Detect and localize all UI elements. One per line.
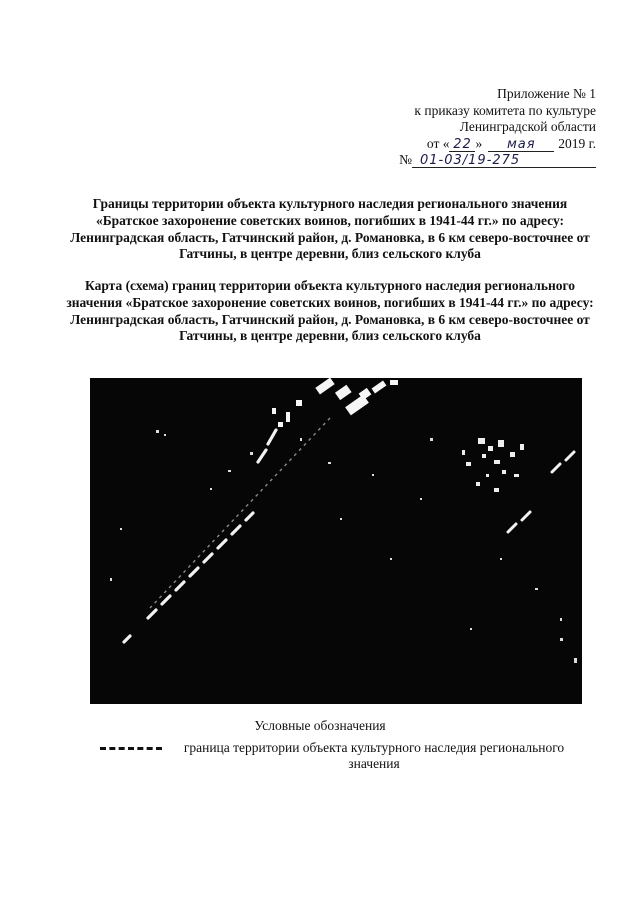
date-day: 22 [449,138,475,152]
map-image [90,378,582,704]
map-title: Карта (схема) границ территории объекта культурного наследия регионального значения «Братское захоронение советских воинов, погибших в 1941-44 гг.» по адресу: Ленинградская область, Гатчинский район, д. Романовка, в 6 км северо-восточнее от Гатчины, в центре деревни, близ сельского клуба [66,278,594,344]
appendix-header [336,86,596,169]
number-sign: № [399,152,412,167]
date-month: мая [488,138,554,152]
satellite-map [90,378,582,704]
date-year: 2019 г. [558,135,596,151]
legend-item-boundary [100,740,580,772]
legend-title: Условные обозначения [254,718,386,733]
date-close: » [475,135,483,151]
document-title: Границы территории объекта культурного наследия регионального значения «Братское захоронение советских воинов, погибших в 1941-44 гг.» по адресу: Ленинградская область, Гатчинский район, д. Романовка, в 6 км северо-восточнее от Гатчины, в центре деревни, близ сельского клуба [70,196,590,262]
order-reference: к приказу комитета по культуре [414,102,596,118]
date-prefix: от « [426,135,450,151]
region-name: Ленинградской области [459,119,596,134]
dashed-line-swatch [100,747,162,750]
order-number [336,152,596,169]
order-date [336,136,596,153]
appendix-number: Приложение № 1 [497,86,596,101]
map-background [90,378,582,704]
order-number-value: 01-03/19-275 [412,154,596,168]
legend-item-label: граница территории объекта культурного наследия регионального значения [183,740,565,771]
